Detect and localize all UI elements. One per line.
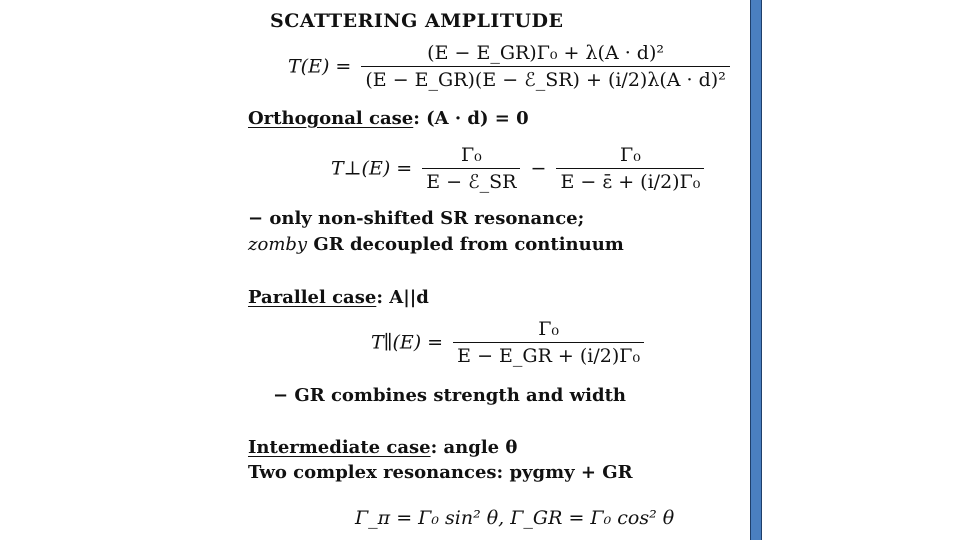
orthogonal-note-1: − only non-shifted SR resonance; [248,208,585,229]
main-equation [288,42,734,91]
parallel-eq-lhs: T∥(E) = [371,331,444,354]
parallel-equation [371,318,648,367]
orthogonal-frac2-num: Γ₀ [620,144,641,166]
orthogonal-equation [331,144,708,193]
orthogonal-note-2-rest: GR decoupled from continuum [307,234,624,255]
main-eq-numerator: (E − E_GR)Γ₀ + λ(A · d)² [427,42,665,64]
intermediate-equation: Γ_π = Γ₀ sin² θ, Γ_GR = Γ₀ cos² θ [355,507,675,529]
orthogonal-minus: − [530,157,547,180]
orthogonal-fraction-1 [422,144,520,193]
orthogonal-frac2-den: E − ε̄ + (i/2)Γ₀ [556,168,704,193]
parallel-heading-line [248,287,429,308]
intermediate-line-2: Two complex resonances: pygmy + GR [248,462,633,483]
parallel-heading: Parallel case [248,287,377,308]
intermediate-heading: Intermediate case [248,437,431,458]
orthogonal-eq-lhs: T⊥(E) = [331,157,413,180]
parallel-note: − GR combines strength and width [273,385,626,406]
orthogonal-heading-line [248,108,529,129]
main-eq-lhs: T(E) = [288,55,352,78]
parallel-frac-den: E − E_GR + (i/2)Γ₀ [453,342,644,367]
orthogonal-frac1-num: Γ₀ [460,144,482,166]
parallel-frac-num: Γ₀ [538,318,560,340]
parallel-fraction [453,318,644,367]
document-page [243,0,743,540]
main-eq-denominator: (E − E_GR)(E − ℰ_SR) + (i/2)λ(A · d)² [361,66,729,91]
orthogonal-fraction-2 [556,144,704,193]
main-eq-fraction [361,42,729,91]
zomby-word: zomby [248,234,308,255]
parallel-condition: : A||d [376,287,429,308]
intermediate-heading-line [248,437,517,458]
orthogonal-note-2 [248,234,624,255]
orthogonal-frac1-den: E − ℰ_SR [422,168,520,193]
orthogonal-heading: Orthogonal case [248,108,414,129]
side-accent-bar [750,0,762,540]
orthogonal-condition: : (A · d) = 0 [413,108,529,129]
slide-title: SCATTERING AMPLITUDE [270,10,564,32]
intermediate-condition: : angle θ [430,437,518,458]
